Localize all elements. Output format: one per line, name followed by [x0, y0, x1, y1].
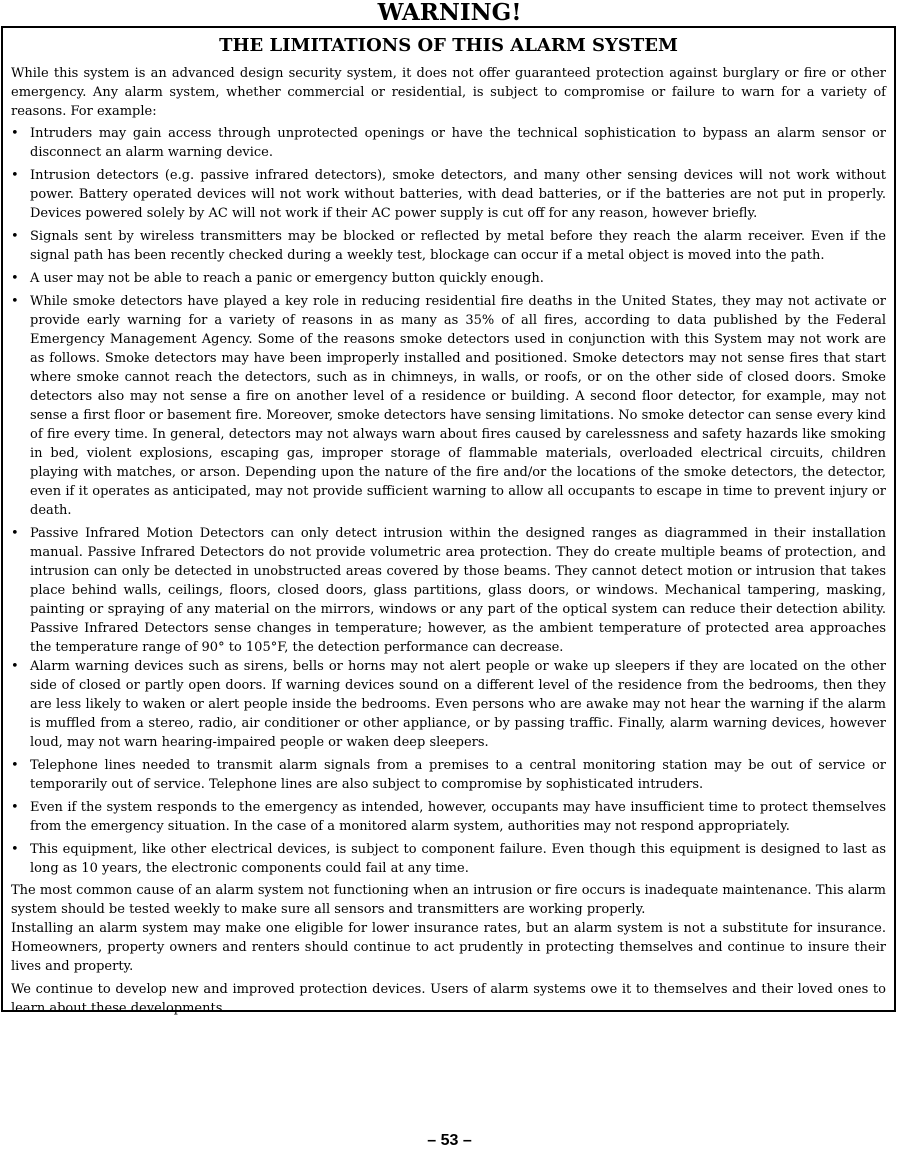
list-item — [11, 292, 886, 520]
list-item-text: Intruders may gain access through unprotected openings or have the technical sophistication to bypass an alarm sensor or disconnect an alarm warning device. — [30, 126, 886, 160]
list-item — [11, 840, 886, 878]
list-item-text: Signals sent by wireless transmitters may be blocked or reflected by metal before they reach the alarm receiver. Even if the signal path has been recently checked during a weekly test, blockage can occur if a metal object is moved into the path. — [30, 229, 886, 263]
list-item — [11, 756, 886, 794]
bullet-icon: • — [11, 659, 19, 674]
list-item — [11, 657, 886, 752]
bullet-icon: • — [11, 126, 19, 141]
list-item-text: Alarm warning devices such as sirens, bells or horns may not alert people or wake up sleepers if they are located on the other side of closed or partly open doors. If warning devices sound on a different level of the residence from the bedrooms, then they are less likely to waken or alert people inside the bedrooms. Even persons who are awake may not hear the warning if the alarm is muffled from a stereo, radio, air conditioner or other appliance, or by passing traffic. Finally, alarm warning devices, however loud, may not warn hearing-impaired people or waken deep sleepers. — [30, 659, 886, 750]
page-number: – 53 – — [427, 1132, 472, 1149]
list-item-text: Even if the system responds to the emergency as intended, however, occupants may have insufficient time to protect themselves from the emergency situation. In the case of a monitored alarm system, authorities may not respond appropriately. — [30, 800, 886, 834]
list-item — [11, 227, 886, 265]
bullet-icon: • — [11, 758, 19, 773]
list-item-text: A user may not be able to reach a panic or emergency button quickly enough. — [30, 271, 544, 286]
bullet-icon: • — [11, 800, 19, 815]
intro-paragraph: While this system is an advanced design security system, it does not offer guaranteed protection against burglary or fire or other emergency. Any alarm system, whether commercial or residential, is subject to compromise or failure to warn for a variety of reasons. For example: — [11, 66, 886, 119]
development-paragraph: We continue to develop new and improved protection devices. Users of alarm systems owe it to themselves and their loved ones to learn about these developments. — [11, 982, 886, 1016]
maintenance-paragraph: The most common cause of an alarm system not functioning when an intrusion or fire occurs is inadequate maintenance. This alarm system should be tested weekly to make sure all sensors and transmitters are working properly. — [11, 883, 886, 917]
list-item-text: Intrusion detectors (e.g. passive infrared detectors), smoke detectors, and many other sensing devices will not work without power. Battery operated devices will not work without batteries, with dead batteries, or if the batteries are not put in properly. Devices powered solely by AC will not work if their AC power supply is cut off for any reason, however briefly. — [30, 168, 886, 221]
list-item-text: Telephone lines needed to transmit alarm signals from a premises to a central monitoring station may be out of service or temporarily out of service. Telephone lines are also subject to compromise by sophisticated intruders. — [30, 758, 886, 792]
bullet-icon: • — [11, 168, 19, 183]
bullet-icon: • — [11, 271, 19, 286]
list-item-text: While smoke detectors have played a key role in reducing residential fire deaths in the United States, they may not activate or provide early warning for a variety of reasons in as many as 35% of all fires, according to data published by the Federal Emergency Management Agency. Some of the reasons smoke detectors used in conjunction with this System may not work are as follows. Smoke detectors may have been improperly installed and positioned. Smoke detectors may not sense fires that start where smoke cannot reach the detectors, such as in chimneys, in walls, or roofs, or on the other side of closed doors. Smoke detectors also may not sense a fire on another level of a residence or building. A second floor detector, for example, may not sense a first floor or basement fire. Moreover, smoke detectors have sensing limitations. No smoke detector can sense every kind of fire every time. In general, detectors may not always warn about fires caused by carelessness and safety hazards like smoking in bed, violent explosions, escaping gas, improper storage of flammable materials, overloaded electrical circuits, children playing with matches, or arson. Depending upon the nature of the fire and/or the locations of the smoke detectors, the detector, even if it operates as anticipated, may not provide sufficient warning to allow all occupants to escape in time to prevent injury or death. — [30, 294, 886, 518]
page-title: WARNING! — [377, 0, 522, 26]
list-item — [11, 166, 886, 223]
list-item-text: Passive Infrared Motion Detectors can only detect intrusion within the designed ranges as diagrammed in their installation manual. Passive Infrared Detectors do not provide volumetric area protection. They do create multiple beams of protection, and intrusion can only be detected in unobstructed areas covered by those beams. They cannot detect motion or intrusion that takes place behind walls, ceilings, floors, closed doors, glass partitions, glass doors, or windows. Mechanical tampering, masking, painting or spraying of any material on the mirrors, windows or any part of the optical system can reduce their detection ability. Passive Infrared Detectors sense changes in temperature; however, as the ambient temperature of protected area approaches the temperature range of 90° to 105°F, the detection performance can decrease. — [30, 526, 886, 655]
list-item — [11, 124, 886, 162]
list-item — [11, 524, 886, 657]
section-heading: THE LIMITATIONS OF THIS ALARM SYSTEM — [219, 35, 678, 56]
insurance-paragraph: Installing an alarm system may make one eligible for lower insurance rates, but an alarm system is not a substitute for insurance. Homeowners, property owners and renters should continue to act prudently in protecting themselves and continue to insure their lives and property. — [11, 921, 886, 974]
bullet-icon: • — [11, 229, 19, 244]
list-item — [11, 798, 886, 836]
bullet-icon: • — [11, 526, 19, 541]
bullet-icon: • — [11, 842, 19, 857]
limitations-box — [1, 26, 896, 1016]
limitations-list — [11, 124, 886, 878]
list-item — [11, 269, 886, 288]
list-item-text: This equipment, like other electrical devices, is subject to component failure. Even though this equipment is designed to last as long as 10 years, the electronic components could fail at any time. — [30, 842, 886, 876]
bullet-icon: • — [11, 294, 19, 309]
